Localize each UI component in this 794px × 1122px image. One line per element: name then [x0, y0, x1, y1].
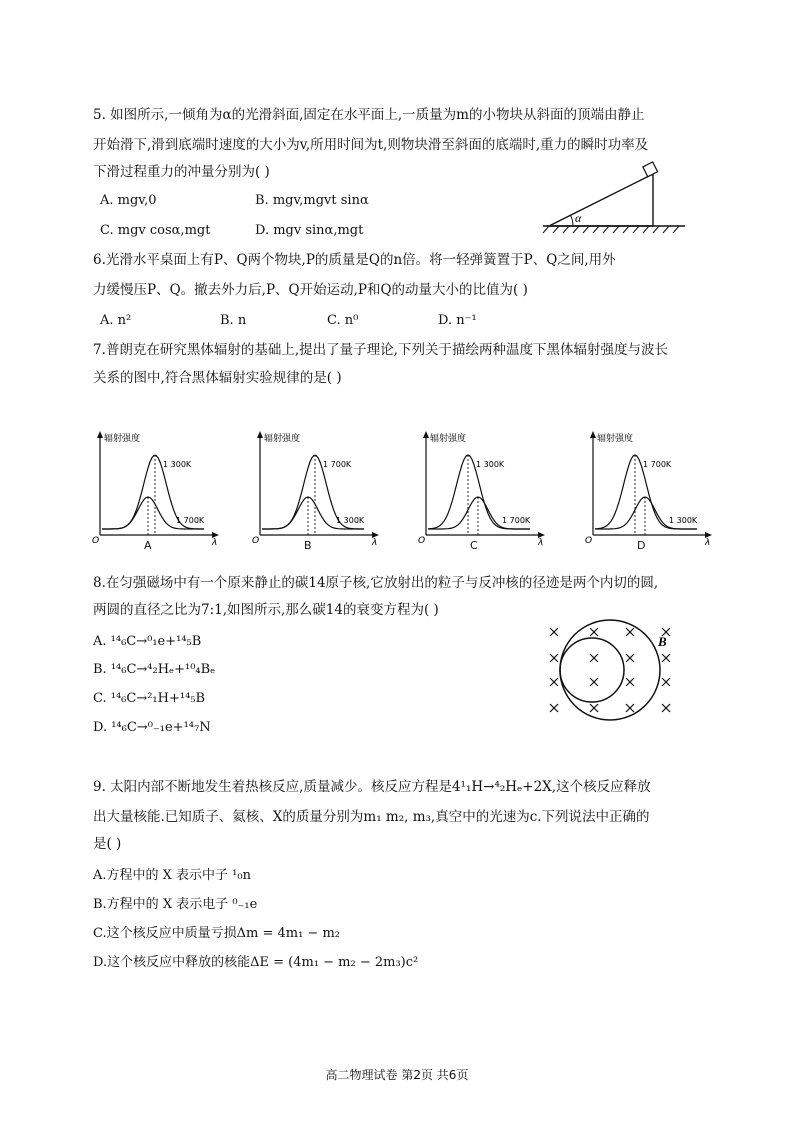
y-axis-label: 辐射强度 [104, 434, 141, 444]
field-cross [626, 704, 634, 712]
q6-line1: 6.光滑水平桌面上有P、Q两个物块,P的质量是Q的n倍。将一轻弹簧置于P、Q之间,用外 [93, 252, 616, 268]
field-cross [626, 654, 634, 662]
upper-curve-label: 1 300K [163, 460, 192, 469]
q9-line2: 出大量核能.已知质子、氦核、X的质量分别为m₁ m₂, m₃,真空中的光速为c.下列说法中正确的 [93, 809, 650, 825]
field-cross [662, 654, 670, 662]
q5-option-b: B. mgv,mgvt sinα [255, 193, 369, 208]
q7-line1: 7.普朗克在研究黑体辐射的基础上,提出了量子理论,下列关于描绘两种温度下黑体辐射强度与波长 [93, 342, 668, 358]
lower-curve-label: 1 300K [669, 516, 698, 525]
q9-option-a: A.方程中的 X 表示中子 ¹₀n [93, 868, 251, 883]
radiation-chart-a [92, 425, 222, 545]
q8-option-b: B. ¹⁴₆C→⁴₂Hₑ+¹⁰₄Bₑ [93, 662, 216, 677]
upper-curve-label: 1 700K [643, 460, 672, 469]
q8-line2: 两圆的直径之比为7:1,如图所示,那么碳14的衰变方程为( ) [93, 602, 439, 618]
magnetic-field-figure [540, 618, 680, 722]
field-cross [590, 654, 598, 662]
field-cross [550, 678, 558, 686]
field-cross [590, 628, 598, 636]
large-track-circle [560, 620, 660, 720]
chart-letter-a: A [144, 539, 152, 552]
radiation-chart-c [418, 425, 548, 545]
y-axis-arrow [423, 431, 429, 438]
q6-option-b: B. n [220, 313, 247, 328]
lower-curve-label: 1 700K [502, 516, 531, 525]
page-footer: 高二物理试卷 第2页 共6页 [325, 1068, 469, 1082]
y-axis-arrow [97, 431, 103, 438]
field-cross [550, 628, 558, 636]
origin-label: O [585, 536, 593, 545]
incline-figure [535, 160, 695, 240]
q5-line1: 5. 如图所示,一倾角为α的光滑斜面,固定在水平面上,一质量为m的小物块从斜面的顶端由静止 [93, 107, 645, 123]
q6-option-a: A. n² [100, 313, 132, 328]
origin-label: O [92, 536, 100, 545]
q6-line2: 力缓慢压P、Q。撤去外力后,P、Q开始运动,P和Q的动量大小的比值为( ) [93, 282, 528, 298]
field-cross [590, 678, 598, 686]
field-cross [626, 628, 634, 636]
origin-label: O [418, 536, 426, 545]
chart-letter-b: B [304, 539, 312, 552]
upper-curve-label: 1 300K [476, 460, 505, 469]
q8-line1: 8.在匀强磁场中有一个原来静止的碳14原子核,它放射出的粒子与反冲核的径迹是两个内切的圆, [93, 575, 659, 591]
radiation-chart-b [252, 425, 382, 545]
q7-line2: 关系的图中,符合黑体辐射实验规律的是( ) [93, 370, 342, 386]
q6-option-c: C. n⁰ [327, 313, 359, 328]
q8-option-d: D. ¹⁴₆C→⁰₋₁e+¹⁴₇N [93, 720, 211, 735]
field-cross [626, 678, 634, 686]
field-cross [550, 654, 558, 662]
lower-curve-label: 1 700K [176, 516, 205, 525]
small-track-circle [560, 638, 624, 702]
y-axis-arrow [590, 431, 596, 438]
q8-option-c: C. ¹⁴₆C→²₁H+¹⁴₅B [93, 691, 206, 706]
x-axis-label: λ [212, 538, 218, 545]
q5-option-d: D. mgv sinα,mgt [255, 223, 364, 238]
radiation-chart-d [585, 425, 715, 545]
q5-line2: 开始滑下,滑到底端时速度的大小为v,所用时间为t,则物块滑至斜面的底端时,重力的瞬时功率及 [93, 137, 649, 153]
q9-option-b: B.方程中的 X 表示电子 ⁰₋₁e [93, 897, 258, 912]
x-axis-label: λ [372, 538, 378, 545]
q9-option-c: C.这个核反应中质量亏损Δm = 4m₁ − m₂ [93, 926, 340, 941]
y-axis-label: 辐射强度 [430, 434, 467, 444]
y-axis-arrow [257, 431, 263, 438]
angle-label: α [575, 211, 582, 225]
q6-option-d: D. n⁻¹ [438, 313, 477, 328]
q5-option-c: C. mgv cosα,mgt [100, 223, 211, 238]
q5-line3: 下滑过程重力的冲量分别为( ) [93, 164, 270, 180]
chart-letter-d: D [637, 539, 646, 552]
q9-option-d: D.这个核反应中释放的核能ΔE = (4m₁ − m₂ − 2m₃)c² [93, 955, 419, 970]
lower-curve-label: 1 300K [336, 516, 365, 525]
x-axis-label: λ [538, 538, 544, 545]
upper-curve-label: 1 700K [323, 460, 352, 469]
q5-option-a: A. mgv,0 [100, 193, 157, 208]
field-cross [590, 704, 598, 712]
field-cross [662, 678, 670, 686]
y-axis-label: 辐射强度 [264, 434, 301, 444]
field-cross [662, 704, 670, 712]
origin-label: O [252, 536, 260, 545]
field-cross [550, 704, 558, 712]
q9-line3: 是( ) [93, 836, 122, 852]
x-axis-label: λ [705, 538, 711, 545]
q9-line1: 9. 太阳内部不断地发生着热核反应,质量减少。核反应方程是4¹₁H→⁴₂Hₑ+2X,这个核反应释放 [93, 779, 651, 795]
q8-option-a: A. ¹⁴₆C→⁰₁e+¹⁴₅B [93, 634, 202, 649]
chart-letter-c: C [470, 539, 478, 552]
y-axis-label: 辐射强度 [597, 434, 634, 444]
field-label: B [658, 634, 667, 649]
